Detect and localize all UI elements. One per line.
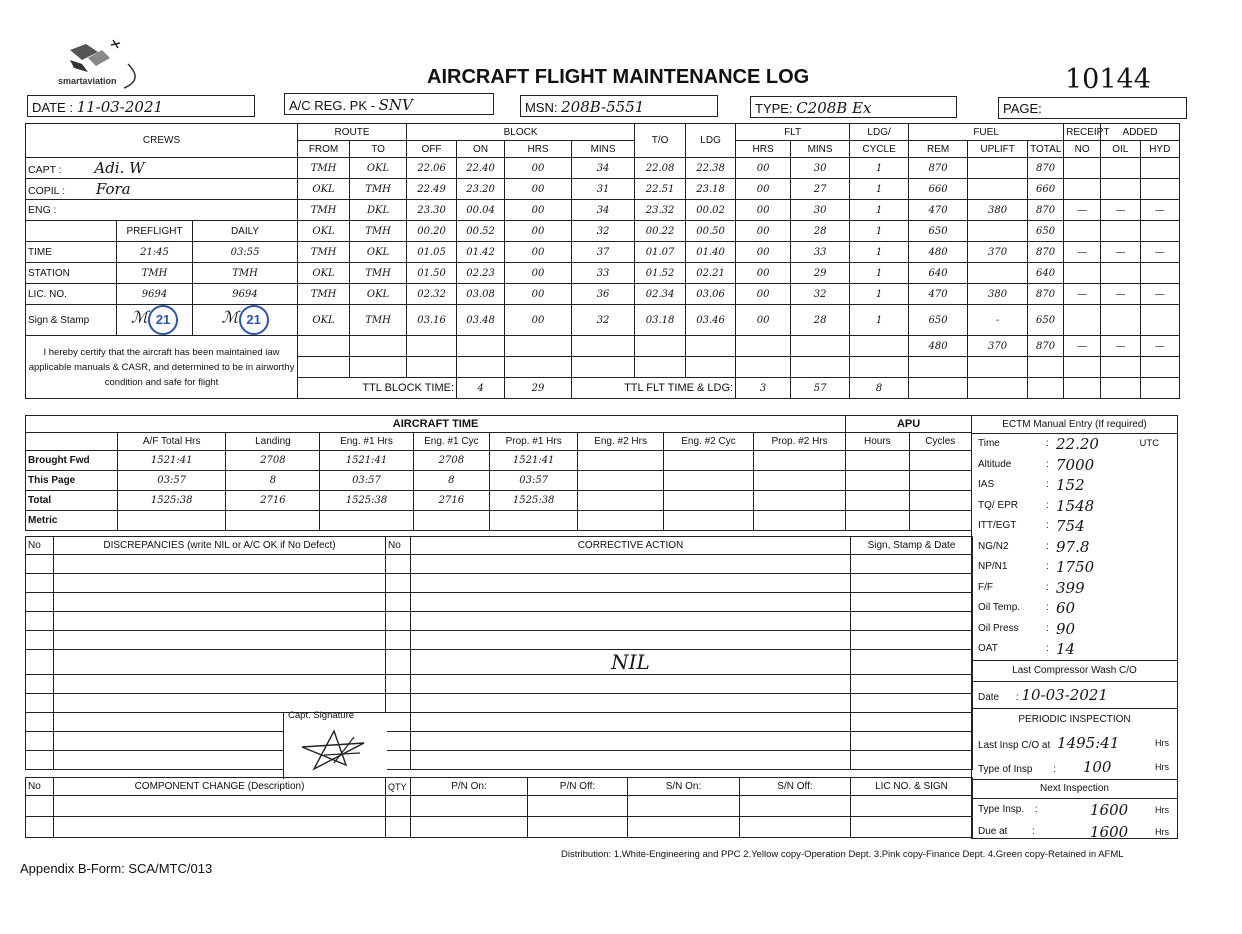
date-label: DATE : [32,100,73,115]
sn-on-header: S/N On: [628,778,740,796]
ectm-value: 22.20 [1056,435,1099,453]
capt-signature-box [283,712,387,779]
ectm-row: Oil Press : 90 [978,619,1076,638]
ttl-flt-mins: 57 [791,378,850,399]
ectm-label: F/F [978,581,993,593]
eng2-cyc-header: Eng. #2 Cyc [664,433,754,451]
sign-stamp-date-header: Sign, Stamp & Date [851,537,973,555]
ectm-value: 399 [1056,578,1085,597]
ectm-label: ITT/EGT [978,520,1017,531]
flight-log-table [25,123,1180,399]
comp-desc-header: COMPONENT CHANGE (Description) [54,778,386,796]
time-daily: 03:55 [193,242,298,263]
stamp-icon: 21 [148,305,178,335]
reg-field [284,93,494,115]
ectm-value: 97.8 [1056,537,1090,556]
apu-title: APU [846,416,972,433]
eng1-cyc-header: Eng. #1 Cyc [413,433,490,451]
flt-hrs-header: HRS [736,141,791,158]
landing-header: LDG [686,124,736,158]
ectm-value: 754 [1056,517,1085,535]
form-title: AIRCRAFT FLIGHT MAINTENANCE LOG [427,66,810,88]
next-type-row: Type Insp. : 1600 Hrs [978,800,1169,819]
af-total-hrs-header: A/F Total Hrs [118,433,226,451]
wash-date-value: 10-03-2021 [1021,685,1108,704]
lic-preflight: 9694 [117,284,193,305]
comp-no-header: No [26,778,54,796]
sign-stamp-label: Sign & Stamp [26,305,117,336]
table-row: ENG : TMH DKL 23.30 00.04 00 34 23.32 00.02 00 30 1 470 380 870 — — — [26,200,1180,221]
pn-off-header: P/N Off: [528,778,628,796]
copil-cell: COPIL : Fora [26,179,298,200]
ttl-ldg: 8 [850,378,909,399]
block-header: BLOCK [407,124,635,141]
compressor-wash-title: Last Compressor Wash C/O [972,660,1177,682]
ectm-row: OAT : 14 [978,640,1076,658]
table-row: This Page 03:57 8 03:57 8 03:57 [26,471,972,491]
eng1-hrs-header: Eng. #1 Hrs [320,433,413,451]
action-no-header: No [386,537,411,555]
station-daily: TMH [193,263,298,284]
ldg-cycle-header: LDG/ [850,124,909,141]
msn-field [520,95,718,117]
block-hrs-header: HRS [505,141,572,158]
daily-stamp: ℳ 21 [193,305,298,336]
station-label: STATION [26,263,117,284]
capt-signature-label: Capt. Signature [288,710,355,721]
ectm-row: ITT/EGT : 754 [978,517,1085,535]
corrective-action-header: CORRECTIVE ACTION [411,537,851,555]
ectm-value: 90 [1056,619,1076,638]
ectm-label: OAT [978,643,998,654]
ectm-row: IAS : 152 [978,476,1085,494]
prop2-hrs-header: Prop. #2 Hrs [753,433,845,451]
ectm-value: 60 [1056,599,1076,617]
disc-no-header: No [26,537,54,555]
ectm-value: 152 [1056,476,1085,494]
preflight-header: PREFLIGHT [117,221,193,242]
lic-label: LIC. NO. [26,284,117,305]
apu-cycles-header: Cycles [909,433,971,451]
landing-count-header: Landing [226,433,320,451]
time-label: TIME [26,242,117,263]
ttl-flt-label: TTL FLT TIME & LDG: [572,378,736,399]
page-label: PAGE: [1003,101,1042,116]
ttl-block-hrs: 4 [457,378,505,399]
prop1-hrs-header: Prop. #1 Hrs [490,433,578,451]
due-at-row: Due at : 1600 Hrs [978,822,1169,841]
preflight-stamp: ℳ 21 [117,305,193,336]
ectm-value: 14 [1056,640,1076,658]
wash-date-row: Date : 10-03-2021 [978,685,1108,704]
table-row: Metric [26,511,972,531]
msn-value: 208B-5551 [561,98,645,116]
added-header: ADDED [1101,124,1180,141]
table-row: TIME 21:45 03:55 TMH OKL 01.05 01.42 00 37 01.07 01.40 00 33 1 480 370 870 — — — [26,242,1180,263]
type-field [750,96,957,118]
hyd-header: HYD [1140,141,1179,158]
component-change-table [25,777,973,838]
to-header: TO [350,141,407,158]
ectm-value: 7000 [1056,455,1095,474]
certification-text: I hereby certify that the aircraft has been maintained iaw applicable manuals & CASR, and determined to be in airworthy condition and safe for flight [26,336,298,399]
fuel-header: FUEL [909,124,1064,141]
ectm-label: TQ/ EPR [978,499,1019,511]
serial-number: 10144 [1065,64,1151,95]
capt-cell: CAPT : Adi. W [26,158,298,179]
ectm-panel [971,415,1178,839]
nil-entry: NIL [411,650,851,675]
crews-header: CREWS [26,124,298,158]
ectm-label: NP/N1 [978,561,1008,572]
date-value: 11-03-2021 [76,98,164,116]
ectm-title: ECTM Manual Entry (If required) [972,416,1177,434]
apu-hours-header: Hours [846,433,909,451]
periodic-inspection-title: PERIODIC INSPECTION [972,708,1177,731]
ectm-label: NG/N2 [978,540,1009,552]
distribution-note: Distribution: 1.White-Engineering and PPC 2.Yellow copy-Operation Dept. 3.Pink copy-Finance Dept. 4.Green copy-Retained in AFML [561,849,1124,860]
table-row: STATION TMH TMH OKL TMH 01.50 02.23 00 33 01.52 02.21 00 29 1 640 640 [26,263,1180,284]
eng2-hrs-header: Eng. #2 Hrs [578,433,664,451]
table-row: Sign & Stamp ℳ 21 ℳ 21 OKL TMH 03.16 03.48 00 32 03.18 03.46 00 28 1 650 - 650 [26,305,1180,336]
table-row: PREFLIGHT DAILY OKL TMH 00.20 00.52 00 32 00.22 00.50 00 28 1 650 650 [26,221,1180,242]
cycle-header: CYCLE [850,141,909,158]
ectm-label: IAS [978,479,995,490]
ttl-flt-hrs: 3 [736,378,791,399]
ectm-row: NG/N2 : 97.8 [978,537,1090,556]
next-inspection-title: Next Inspection [972,779,1177,799]
ectm-row: Altitude : 7000 [978,455,1095,474]
receipt-header: RECEIPT [1064,124,1101,141]
sn-off-header: S/N Off: [740,778,851,796]
type-value: C208B Ex [796,99,872,117]
daily-header: DAILY [193,221,298,242]
logo-text: smartaviation [58,76,117,86]
aircraft-time-table [25,415,972,531]
table-row: Brought Fwd 1521:41 2708 1521:41 2708 1521:41 [26,451,972,471]
ectm-label: Altitude [978,458,1012,470]
reg-label: A/C REG. PK - [289,98,375,113]
table-row: LIC. NO. 9694 9694 TMH OKL 02.32 03.08 00 36 02.34 03.06 00 32 1 470 380 870 — — — [26,284,1180,305]
date-field [27,95,255,117]
ectm-row: Time : 22.20 UTC [978,435,1159,453]
route-header: ROUTE [298,124,407,141]
ectm-row: F/F : 399 [978,578,1085,597]
ectm-value: 1750 [1056,558,1095,576]
disc-desc-header: DISCREPANCIES (write NIL or A/C OK if No Defect) [54,537,386,555]
off-header: OFF [407,141,457,158]
stamp-icon: 21 [239,305,269,335]
msn-label: MSN: [525,100,558,115]
ectm-value: 1548 [1056,496,1095,515]
ttl-block-label: TTL BLOCK TIME: [298,378,457,399]
on-header: ON [457,141,505,158]
appendix-form-code: Appendix B-Form: SCA/MTC/013 [20,861,213,876]
table-row: CAPT : Adi. W TMH OKL 22.06 22.40 00 34 22.08 22.38 00 30 1 870 870 [26,158,1180,179]
ectm-unit: UTC [1139,438,1159,449]
lic-sign-header: LIC NO. & SIGN [851,778,973,796]
uplift-header: UPLIFT [968,141,1028,158]
flt-header: FLT [736,124,850,141]
ectm-row: NP/N1 : 1750 [978,558,1095,576]
ectm-label: Time [978,438,1000,449]
station-preflight: TMH [117,263,193,284]
from-header: FROM [298,141,350,158]
table-row: COPIL : Fora OKL TMH 22.49 23.20 00 31 22.51 23.18 00 27 1 660 660 [26,179,1180,200]
type-label: TYPE: [755,101,793,116]
company-logo [58,38,148,90]
page-field [998,97,1187,119]
table-row: Total 1525:38 2716 1525:38 2716 1525:38 [26,491,972,511]
total-header: TOTAL [1028,141,1064,158]
aircraft-time-title: AIRCRAFT TIME [26,416,846,433]
reg-value: SNV [378,96,413,114]
ectm-row: TQ/ EPR : 1548 [978,496,1095,515]
table-row: I hereby certify that the aircraft has been maintained iaw applicable manuals & CASR, and determined to be in airworthy condition and safe for flight 480 370 870 — — — [26,336,1180,357]
flt-mins-header: MINS [791,141,850,158]
ectm-row: Oil Temp. : 60 [978,599,1076,617]
ectm-label: Oil Temp. [978,602,1021,613]
takeoff-header: T/O [635,124,686,158]
discrepancy-table [25,536,973,770]
oil-header: OIL [1101,141,1140,158]
ttl-block-mins: 29 [505,378,572,399]
eng-cell: ENG : [26,200,298,221]
signature-icon [294,725,374,775]
last-insp-row: Last Insp C/O at 1495:41 Hrs [978,733,1169,752]
rem-header: REM [909,141,968,158]
block-mins-header: MINS [572,141,635,158]
lic-daily: 9694 [193,284,298,305]
time-preflight: 21:45 [117,242,193,263]
receipt-no-header: NO [1064,141,1101,158]
ectm-label: Oil Press [978,622,1019,634]
qty-header: QTY [386,778,411,796]
pn-on-header: P/N On: [411,778,528,796]
type-insp-row: Type of Insp : 100 Hrs [978,757,1169,776]
